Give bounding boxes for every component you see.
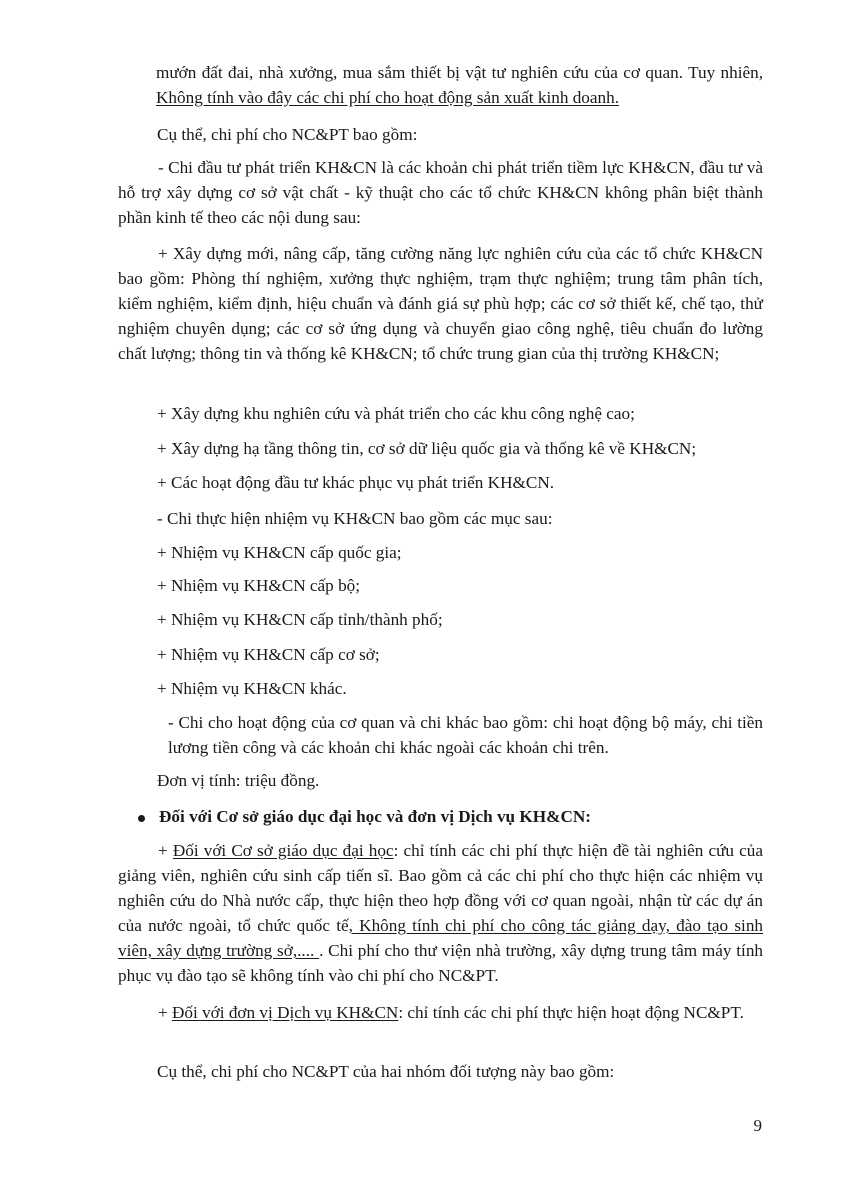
paragraph-intro: [156, 60, 763, 110]
underlined-text: Không tính vào đây các chi phí cho hoạt động sản xuất kinh doanh.: [156, 88, 620, 107]
list-item-khac: + Nhiệm vụ KH&CN khác.: [157, 679, 347, 698]
paragraph-chi-dau-tu: - Chi đầu tư phát triển KH&CN là các khoản chi phát triển tiềm lực KH&CN, đầu tư và hỗ trợ xây dựng cơ sở vật chất - kỹ thuật cho các tổ chức KH&CN không phân biệt thành phần kinh tế theo các nội dung sau:: [118, 158, 763, 227]
list-item-cap-tinh: + Nhiệm vụ KH&CN cấp tỉnh/thành phố;: [157, 610, 443, 629]
paragraph-text: mướn đất đai, nhà xưởng, mua sắm thiết bị vật tư nghiên cứu của cơ quan. Tuy nhiên,: [156, 63, 763, 82]
list-item-khu-nghien-cuu: + Xây dựng khu nghiên cứu và phát triển cho các khu công nghệ cao;: [157, 404, 635, 423]
paragraph-don-vi-tinh: Đơn vị tính: triệu đồng.: [157, 771, 320, 790]
paragraph-chi-thuc-hien: - Chi thực hiện nhiệm vụ KH&CN bao gồm các mục sau:: [157, 509, 553, 528]
paragraph-cu-the: Cụ thể, chi phí cho NC&PT bao gồm:: [157, 125, 418, 144]
paragraph-cu-the-nhom: Cụ thể, chi phí cho NC&PT của hai nhóm đối tượng này bao gồm:: [157, 1062, 615, 1081]
paragraph-dich-vu: + Đối với đơn vị Dịch vụ KH&CN: chỉ tính các chi phí thực hiện hoạt động NC&PT.: [158, 1003, 744, 1022]
paragraph-xay-dung-moi: + Xây dựng mới, nâng cấp, tăng cường năng lực nghiên cứu của các tổ chức KH&CN bao gồm: Phòng thí nghiệm, xưởng thực nghiệm, trạm thực nghiệm; trung tâm phân tích, kiểm nghiệm, kiểm định, hiệu chuẩn và đánh giá sự phù hợp; các cơ sở thiết kế, chế tạo, thử nghiệm chuyên dụng; các cơ sở ứng dụng và chuyển giao công nghệ, tiêu chuẩn đo lường chất lượng; thông tin và thống kê KH&CN; tổ chức trung gian của thị trường KH&CN;: [118, 244, 763, 363]
underlined-text: Đối với đơn vị Dịch vụ KH&CN: [172, 1003, 399, 1022]
section-heading: Đối với Cơ sở giáo dục đại học và đơn vị Dịch vụ KH&CN:: [159, 807, 591, 826]
paragraph-co-so-giao-duc: + Đối với Cơ sở giáo dục đại học: chỉ tính các chi phí thực hiện đề tài nghiên cứu của giảng viên, nghiên cứu sinh cấp tiến sĩ. Bao gồm cả các chi phí cho thực hiện các nhiệm vụ nghiên cứu do Nhà nước cấp, thực hiện theo hợp đồng với cơ quan ngoài, nhận từ các dự án của nước ngoài, tổ chức quốc tế, Không tính chi phí cho công tác giảng dạy, đào tạo sinh viên, xây dựng trường sở,.... . Chi phí cho thư viện nhà trường, xây dựng trung tâm máy tính phục vụ đào tạo sẽ không tính vào chi phí cho NC&PT.: [118, 841, 764, 985]
underlined-text: , Không tính chi phí cho công tác giảng dạy, đào tạo sinh viên, xây dựng trường sở,....: [118, 916, 764, 960]
list-item-cap-bo: + Nhiệm vụ KH&CN cấp bộ;: [157, 576, 361, 595]
list-item-dau-tu-khac: + Các hoạt động đầu tư khác phục vụ phát triển KH&CN.: [157, 473, 555, 492]
paragraph-chi-hoat-dong: - Chi cho hoạt động của cơ quan và chi khác bao gồm: chi hoạt động bộ máy, chi tiền lương tiền công và các khoản chi khác ngoài các khoản chi trên.: [168, 713, 763, 757]
list-item-quoc-gia: + Nhiệm vụ KH&CN cấp quốc gia;: [157, 543, 402, 562]
underlined-text: Đối với Cơ sở giáo dục đại học: [172, 841, 394, 860]
page-number: 9: [753, 1116, 762, 1135]
list-item-ha-tang: + Xây dựng hạ tầng thông tin, cơ sở dữ liệu quốc gia và thống kê về KH&CN;: [157, 439, 697, 458]
list-item-co-so: + Nhiệm vụ KH&CN cấp cơ sở;: [157, 645, 380, 664]
bullet-dot-icon: [138, 815, 145, 822]
